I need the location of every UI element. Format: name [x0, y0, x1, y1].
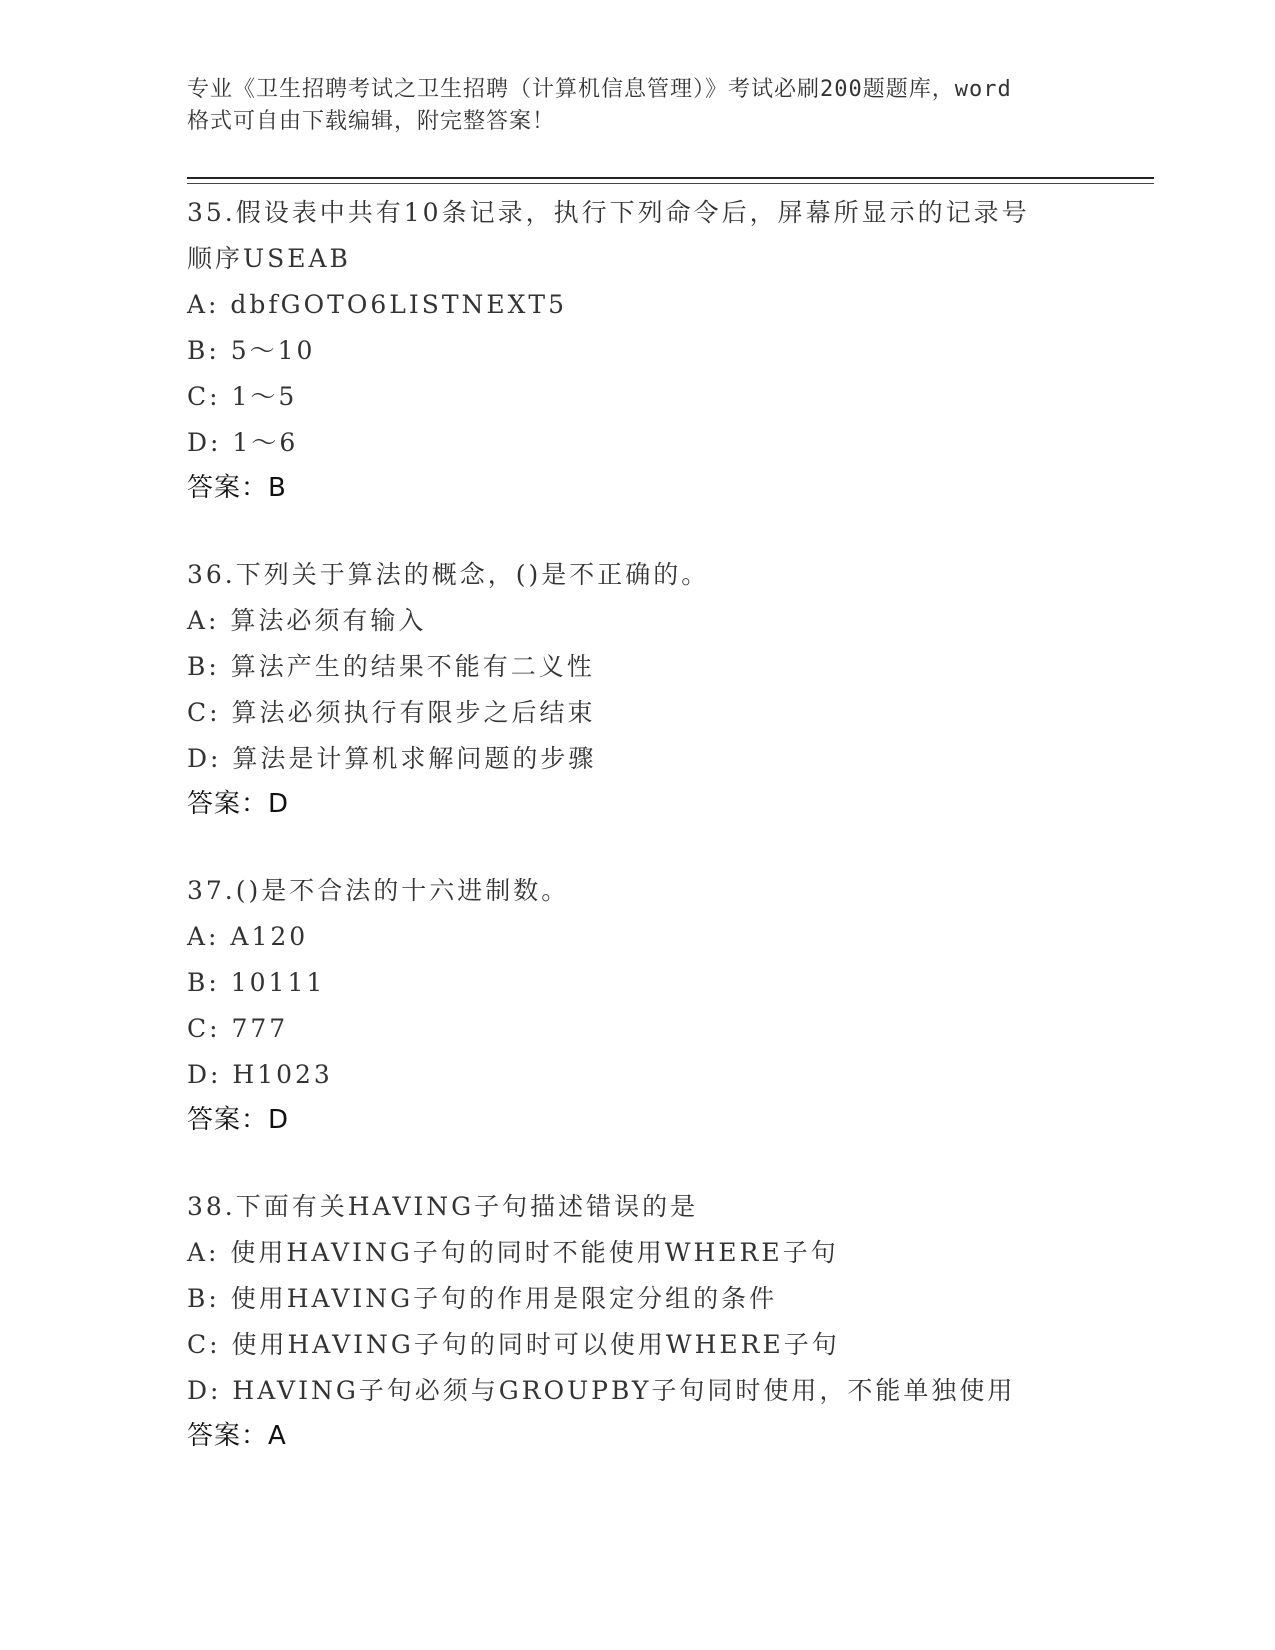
option-b: B: 5～10 [187, 336, 316, 365]
option-b: B: 使用HAVING子句的作用是限定分组的条件 [187, 1284, 778, 1313]
question-36 [187, 552, 1147, 826]
option-b: B: 10111 [187, 968, 326, 997]
question-list [187, 190, 1147, 1500]
question-stem: 38.下面有关HAVING子句描述错误的是 [187, 1192, 699, 1221]
question-35 [187, 190, 1147, 510]
option-c: C: 777 [187, 1014, 289, 1043]
option-a: A: 使用HAVING子句的同时不能使用WHERE子句 [187, 1238, 839, 1267]
question-stem: 35.假设表中共有10条记录，执行下列命令后，屏幕所显示的记录号 [187, 198, 1030, 227]
answer-key: 答案：D [187, 789, 290, 819]
question-37 [187, 868, 1147, 1142]
option-d: D: 算法是计算机求解问题的步骤 [187, 744, 597, 773]
header-line-1: 专业《卫生招聘考试之卫生招聘（计算机信息管理）》考试必刷200题题库，word [187, 77, 1012, 102]
answer-key: 答案：B [187, 473, 287, 503]
option-d: D: HAVING子句必须与GROUPBY子句同时使用，不能单独使用 [187, 1376, 1016, 1405]
answer-key: 答案：A [187, 1421, 287, 1451]
option-c: C: 算法必须执行有限步之后结束 [187, 698, 596, 727]
option-d: D: 1～6 [187, 428, 299, 457]
option-c: C: 1～5 [187, 382, 298, 411]
question-stem: 37.()是不合法的十六进制数。 [187, 876, 570, 905]
option-d: D: H1023 [187, 1060, 333, 1089]
question-stem-continued: 顺序USEAB [187, 244, 351, 273]
header-divider-thin [187, 183, 1154, 184]
header-divider-thick [187, 177, 1154, 179]
question-38 [187, 1184, 1147, 1458]
option-a: A: dbfGOTO6LISTNEXT5 [187, 290, 568, 319]
option-b: B: 算法产生的结果不能有二义性 [187, 652, 595, 681]
option-a: A: A120 [187, 922, 309, 951]
header-line-2: 格式可自由下载编辑，附完整答案！ [187, 109, 556, 134]
option-c: C: 使用HAVING子句的同时可以使用WHERE子句 [187, 1330, 840, 1359]
option-a: A: 算法必须有输入 [187, 606, 427, 635]
answer-key: 答案：D [187, 1105, 290, 1135]
question-stem: 36.下列关于算法的概念，()是不正确的。 [187, 560, 710, 589]
document-header [187, 74, 1087, 138]
